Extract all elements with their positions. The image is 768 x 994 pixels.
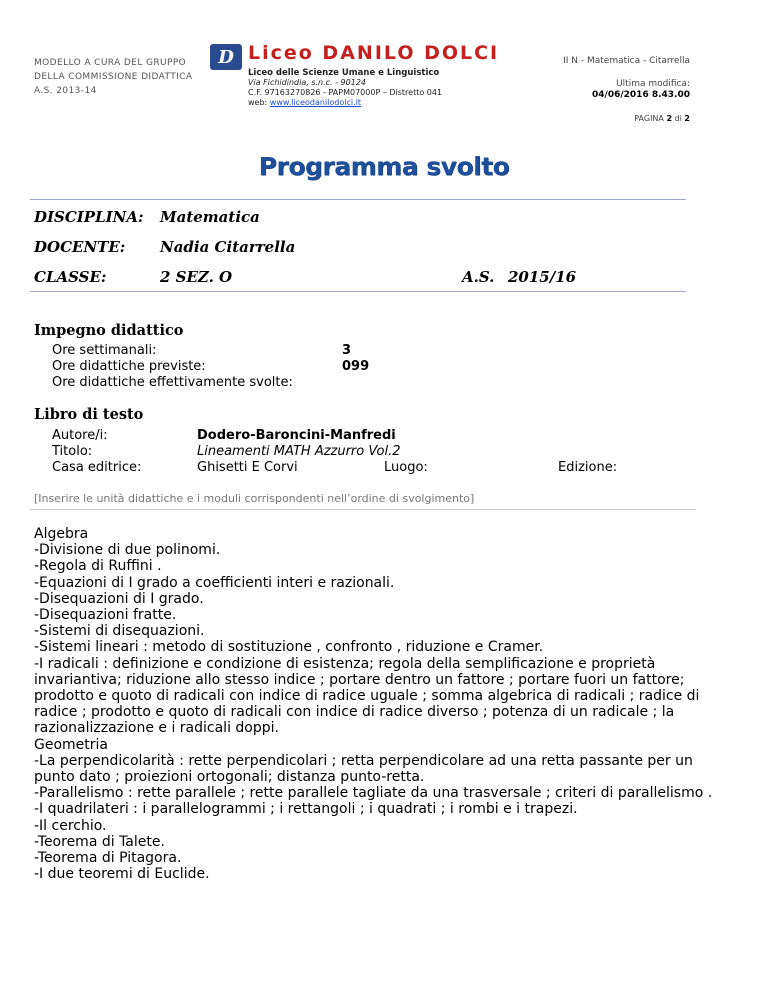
school-address: Via Fichidindia, s.n.c. - 90124	[248, 78, 367, 87]
header-left-line-3: A.S. 2013-14	[34, 86, 97, 96]
ore-previste-label: Ore didattiche previste:	[52, 359, 206, 374]
libro-heading: Libro di testo	[34, 406, 144, 423]
header-model-info	[34, 56, 192, 98]
ore-svolte-label: Ore didattiche effettivamente svolte:	[52, 375, 293, 390]
last-modified-label: Ultima modifica:	[616, 79, 690, 89]
autore-value: Dodero-Baroncini-Manfredi	[197, 428, 396, 443]
page-title: Programma svolto	[258, 152, 510, 181]
content-line: -Sistemi di disequazioni.	[34, 623, 205, 640]
content-line: -I due teoremi di Euclide.	[34, 866, 210, 883]
divider-info	[30, 291, 686, 292]
school-web-link[interactable]: www.liceodanilodolci.it	[269, 98, 362, 107]
divider-note	[30, 509, 696, 510]
casa-editrice-value: Ghisetti E Corvi	[197, 460, 298, 475]
anno-scolastico-value: 2015/16	[508, 268, 577, 286]
document-reference: II N - Matematica - Citarrella	[563, 56, 690, 66]
casa-editrice-label: Casa editrice:	[52, 460, 142, 475]
last-modified-value: 04/06/2016 8.43.00	[592, 90, 690, 100]
docente-value: Nadia Citarrella	[160, 238, 296, 256]
section-heading-algebra: Algebra	[34, 526, 89, 542]
content-line: -Parallelismo : rette parallele ; rette parallele tagliate da una trasversale ; criteri di parallelismo .	[34, 785, 713, 802]
titolo-value: Lineamenti MATH Azzurro Vol.2	[197, 444, 401, 459]
content-line: -Regola di Ruffini .	[34, 558, 162, 575]
luogo-label: Luogo:	[384, 460, 428, 475]
program-content	[34, 526, 714, 882]
content-line: -Disequazioni di I grado.	[34, 590, 204, 607]
content-line: -Teorema di Pitagora.	[34, 850, 182, 867]
content-line: -Teorema di Talete.	[34, 833, 165, 850]
content-line: -Equazioni di I grado a coefficienti interi e razionali.	[34, 574, 395, 591]
content-line: -Il cerchio.	[34, 817, 107, 834]
disciplina-label: DISCIPLINA:	[34, 208, 144, 226]
docente-label: DOCENTE:	[34, 238, 126, 256]
ore-settimanali-value: 3	[342, 343, 352, 358]
edizione-label: Edizione:	[558, 460, 618, 475]
anno-scolastico-label: A.S.	[462, 268, 495, 286]
content-line: -I radicali : definizione e condizione di esistenza; regola della semplificazione e proprietà invariantiva; riduzione allo stesso indice ; portare dentro un fattore ; portare fuori un fattore; prodotto e quoto di radicali con indice di radice uguale ; somma algebrica di radicali ; radice di radice ; prodotto e quoto di radicali con indice di radice diverso ; potenza di un radicale ; la razionalizzazione e i radicali doppi.	[34, 655, 700, 737]
divider-top	[30, 199, 686, 200]
content-line: -Disequazioni fratte.	[34, 607, 177, 624]
ore-settimanali-label: Ore settimanali:	[52, 343, 157, 358]
section-heading-geometria: Geometria	[34, 736, 108, 753]
content-line: -I quadrilateri : i parallelogrammi ; i rettangoli ; i quadrati ; i rombi e i trapezi.	[34, 801, 578, 818]
school-info	[248, 68, 442, 108]
header-left-line-1: MODELLO A CURA DEL GRUPPO	[34, 58, 187, 68]
content-line: -La perpendicolarità : rette perpendicolari ; retta perpendicolare ad una retta passante per un punto dato ; proiezioni ortogonali; distanza punto-retta.	[34, 752, 693, 786]
classe-label: CLASSE:	[34, 268, 107, 286]
instruction-note: [Inserire le unità didattiche e i moduli corrispondenti nell’ordine di svolgimento]	[34, 492, 475, 505]
titolo-label: Titolo:	[52, 444, 93, 459]
page-number: PAGINA 2 di 2	[634, 114, 690, 123]
content-line: -Divisione di due polinomi.	[34, 542, 221, 559]
autore-label: Autore/i:	[52, 428, 108, 443]
school-subtitle: Liceo delle Scienze Umane e Linguistico	[248, 68, 440, 78]
content-line: -Sistemi lineari : metodo di sostituzione , confronto , riduzione e Cramer.	[34, 639, 544, 656]
school-web-label: web:	[248, 98, 268, 107]
classe-value: 2 SEZ. O	[160, 268, 233, 286]
disciplina-value: Matematica	[160, 208, 260, 226]
ore-previste-value: 099	[342, 359, 370, 374]
school-logo-name: Liceo DANILO DOLCI	[248, 42, 500, 64]
school-logo-icon: D	[210, 44, 242, 70]
school-fiscal-code: C.F. 97163270826 - PAPM07000P – Distretto 041	[248, 88, 443, 97]
header-left-line-2: DELLA COMMISSIONE DIDATTICA	[34, 72, 193, 82]
impegno-heading: Impegno didattico	[34, 322, 184, 339]
